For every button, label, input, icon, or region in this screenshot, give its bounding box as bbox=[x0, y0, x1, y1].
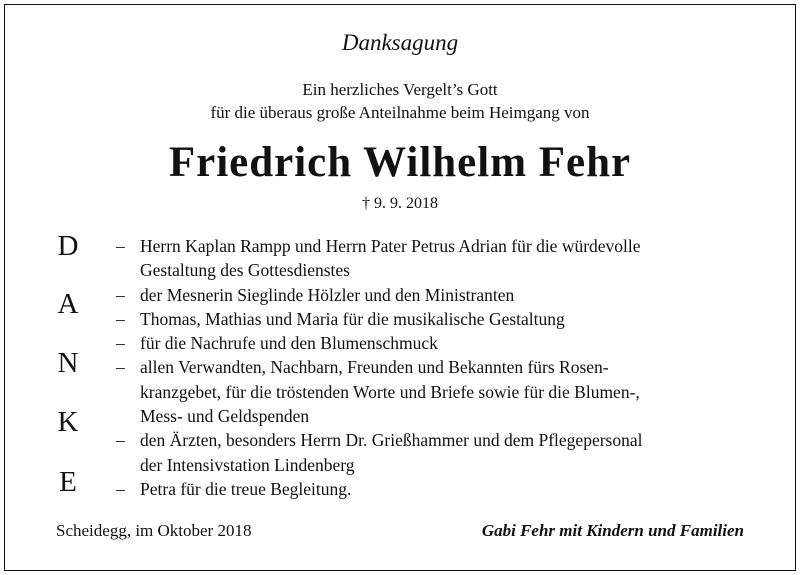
thanks-list-line: der Intensivstation Lindenberg bbox=[140, 454, 355, 475]
dash-marker: – bbox=[116, 478, 125, 499]
thanks-text bbox=[0, 78, 800, 124]
thanks-list-line: Mess- und Geldspenden bbox=[140, 406, 310, 427]
danke-letter: K bbox=[57, 406, 79, 438]
notice-heading: Danksagung bbox=[341, 30, 459, 55]
thanks-list-item bbox=[116, 477, 756, 501]
thanks-list-line: allen Verwandten, Nachbarn, Freunden und Bekannten fürs Rosen- bbox=[140, 357, 609, 378]
danke-letter: E bbox=[59, 466, 77, 498]
thanks-list-item bbox=[116, 234, 756, 283]
thanks-list-line: Gestaltung des Gottesdienstes bbox=[140, 260, 350, 281]
danke-letter: A bbox=[57, 288, 79, 320]
dash-marker: – bbox=[116, 357, 125, 378]
thanks-list-line: kranzgebet, für die tröstenden Worte und Briefe sowie für die Blumen-, bbox=[140, 381, 640, 402]
thanks-list-item bbox=[116, 307, 756, 331]
thanks-list-line: der Mesnerin Sieglinde Hölzler und den Ministranten bbox=[140, 284, 515, 305]
dash-marker: – bbox=[116, 284, 125, 305]
thanks-list-item bbox=[116, 355, 756, 428]
signature: Gabi Fehr mit Kindern und Familien bbox=[481, 521, 744, 540]
danke-letter: D bbox=[57, 230, 79, 262]
thanks-list-line: Herrn Kaplan Rampp und Herrn Pater Petrus Adrian für die würdevolle bbox=[140, 236, 641, 256]
thanks-list-line: den Ärzten, besonders Herrn Dr. Grießhammer und dem Pflegepersonal bbox=[140, 430, 643, 451]
place-date: Scheidegg, im Oktober 2018 bbox=[56, 521, 252, 540]
thanks-list bbox=[116, 234, 756, 501]
dash-marker: – bbox=[116, 236, 125, 256]
thanks-list-line: Thomas, Mathias und Maria für die musikalische Gestaltung bbox=[140, 308, 565, 329]
dash-marker: – bbox=[116, 333, 125, 354]
danke-letter: N bbox=[57, 347, 79, 379]
deceased-name: Friedrich Wilhelm Fehr bbox=[168, 139, 632, 186]
thanks-line: Ein herzliches Vergelt’s Gott bbox=[302, 80, 498, 99]
death-date: † 9. 9. 2018 bbox=[362, 195, 438, 212]
thanks-list-item bbox=[116, 283, 756, 307]
thanks-list-item bbox=[116, 428, 756, 477]
thanks-list-line: Petra für die treue Begleitung. bbox=[140, 478, 352, 499]
dash-marker: – bbox=[116, 308, 125, 329]
dash-marker: – bbox=[116, 430, 125, 451]
thanks-list-item bbox=[116, 331, 756, 355]
thanks-list-line: für die Nachrufe und den Blumenschmuck bbox=[140, 333, 438, 354]
thanks-line: für die überaus große Anteilnahme beim Heimgang von bbox=[210, 103, 590, 122]
